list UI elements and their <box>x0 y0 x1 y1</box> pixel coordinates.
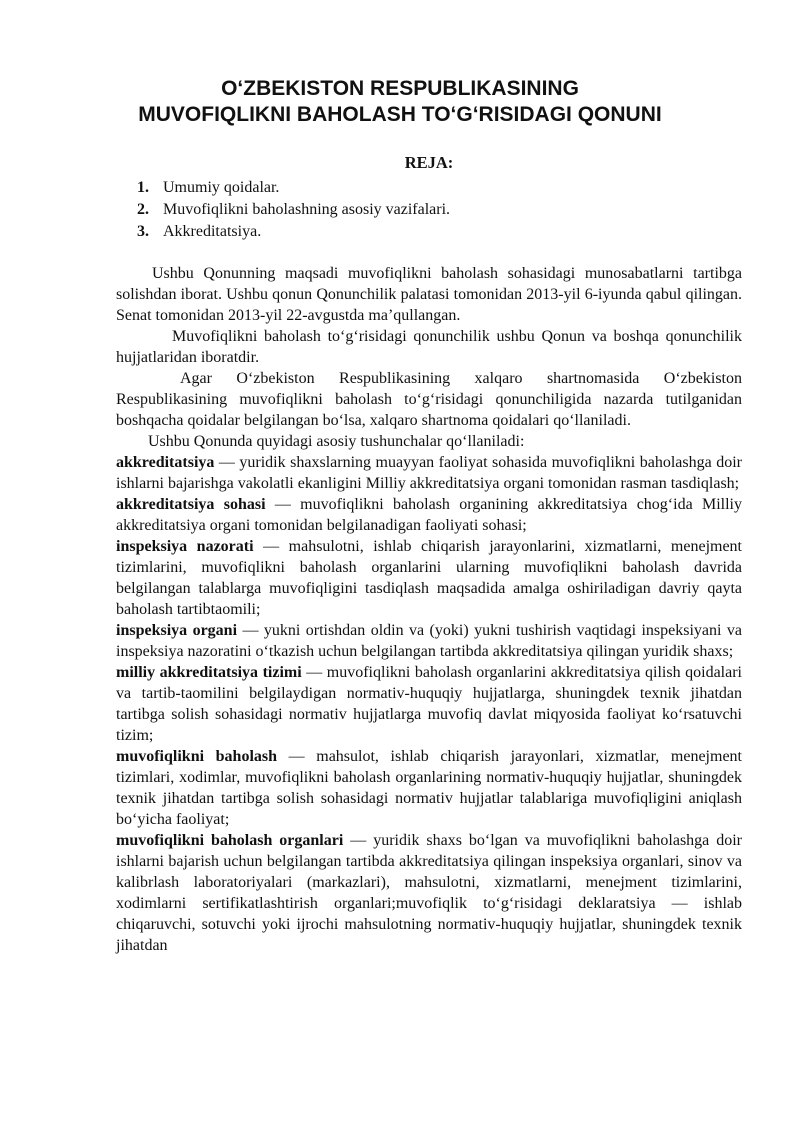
plan-item-text: Muvofiqlikni baholashning asosiy vazifalari. <box>163 201 451 218</box>
definition-item <box>116 536 742 620</box>
definition-item <box>116 830 742 956</box>
title-line-2: MUVOFIQLIKNI BAHOLASH TO‘G‘RISIDAGI QONUNI <box>138 103 662 126</box>
paragraph-purpose: Ushbu Qonunning maqsadi muvofiqlikni baholash sohasidagi munosabatlarni tartibga solishdan iborat. Ushbu qonun Qonunchilik palatasi tomonidan 2013-yil 6-iyunda qabul qilingan. Senat tomonidan 2013-yil 22-avgustda ma’qullangan. <box>116 265 742 324</box>
definition-term: muvofiqlikni baholash <box>116 748 278 765</box>
definition-item <box>116 452 742 494</box>
plan-item <box>137 177 450 199</box>
definition-text: — muvofiqlikni baholash organining akkreditatsiya chog‘ida Milliy akkreditatsiya organi tomonidan belgilanadigan faoliyati sohasi; <box>116 496 742 534</box>
definition-text: — yuridik shaxslarning muayyan faoliyat sohasida muvofiqlikni baholashga doir ishlarni bajarishga vakolatli ekanligini Milliy akkreditatsiya organi tomonidan rasman tasdiqlash; <box>116 454 742 492</box>
definition-term: inspeksiya organi <box>116 622 238 639</box>
definition-term: muvofiqlikni baholash organlari <box>116 832 344 849</box>
definition-term: akkreditatsiya sohasi <box>116 496 266 513</box>
definition-item <box>116 746 742 830</box>
plan-item-number: 2. <box>137 201 149 218</box>
plan-list <box>137 177 450 243</box>
definition-term: milliy akkreditatsiya tizimi <box>116 664 302 681</box>
plan-item <box>137 221 450 243</box>
definition-text: — mahsulotni, ishlab chiqarish jarayonlarini, xizmatlarni, menejment tizimlarini, muvofiqlikni baholash organlarini ularning muvofiqlikni baholash davrida belgilangan talablarga muvofiqligini tasdiqlash maqsadida amalga oshiriladigan davriy qayta baholash tartibtaomili; <box>116 538 742 618</box>
plan-item-text: Akkreditatsiya. <box>163 223 262 240</box>
plan-item-number: 1. <box>137 179 149 196</box>
paragraph-legislation: Muvofiqlikni baholash to‘g‘risidagi qonunchilik ushbu Qonun va boshqa qonunchilik hujjatlaridan iboratdir. <box>116 328 742 366</box>
definition-term: inspeksiya nazorati <box>116 538 254 555</box>
definition-term: akkreditatsiya <box>116 454 215 471</box>
definition-text: — mahsulot, ishlab chiqarish jarayonlari, xizmatlar, menejment tizimlari, xodimlar, muvofiqlikni baholash organlarining normativ-huquqiy hujjatlar, shuningdek texnik jihatdan tartibga solish sohasidagi normativ hujjatlar talablariga muvofiqligini aniqlash bo‘yicha faoliyat; <box>116 748 742 828</box>
plan-item-text: Umumiy qoidalar. <box>163 179 280 196</box>
definition-item <box>116 662 742 746</box>
definition-text: — yuridik shaxs bo‘lgan va muvofiqlikni baholashga doir ishlarni bajarish uchun belgilangan tartibda akkreditatsiya qilingan inspeksiya organlari, sinov va kalibrlash laboratoriyalari (markazlari), mahsulotni, xizmatlarni, menejment tizimlarini, xodimlarni sertifikatlashtirish organlari;muvofiqlik to‘g‘risidagi deklaratsiya — ishlab chiqaruvchi, sotuvchi yoki ijrochi mahsulotning normativ-huquqiy hujjatlar, shuningdek texnik jihatdan <box>116 832 743 954</box>
definition-text: — muvofiqlikni baholash organlarini akkreditatsiya qilish qoidalari va tartib-taomilini belgilaydigan normativ-huquqiy hujjatlarga, shuningdek texnik jihatdan tartibga solish sohasidagi normativ hujjatlarga muvofiq davlat miqyosida faoliyat ko‘rsatuvchi tizim; <box>116 664 742 744</box>
definition-text: — yukni ortishdan oldin va (yoki) yukni tushirish vaqtidagi inspeksiyani va inspeksiya nazoratini o‘tkazish uchun belgilangan tartibda akkreditatsiya qilingan yuridik shaxs; <box>116 622 742 660</box>
document-title <box>60 76 740 128</box>
plan-heading: REJA: <box>404 153 454 172</box>
document-body <box>116 263 742 956</box>
definition-item <box>116 494 742 536</box>
paragraph-definitions-intro: Ushbu Qonunda quyidagi asosiy tushunchalar qo‘llaniladi: <box>148 433 525 450</box>
plan-item <box>137 199 450 221</box>
definition-item <box>116 620 742 662</box>
title-line-1: O‘ZBEKISTON RESPUBLIKASINING <box>221 77 579 100</box>
plan-item-number: 3. <box>137 223 149 240</box>
paragraph-international-treaty: Agar O‘zbekiston Respublikasining xalqaro shartnomasida O‘zbekiston Respublikasining muvofiqlikni baholash to‘g‘risidagi qonunchiligida nazarda tutilganidan boshqacha qoidalar belgilangan bo‘lsa, xalqaro shartnoma qoidalari qo‘llaniladi. <box>116 370 742 429</box>
